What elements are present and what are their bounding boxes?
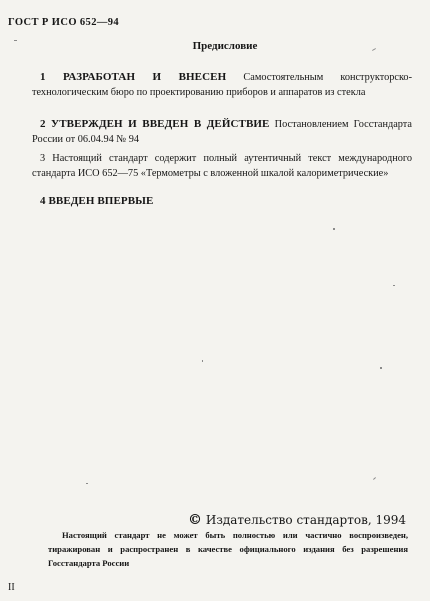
foreword-item-1-lead: 1 РАЗРАБОТАН И ВНЕСЕН	[40, 71, 227, 83]
scan-speck	[393, 285, 395, 286]
page-number: II	[8, 582, 15, 593]
foreword-item-3	[32, 151, 412, 181]
section-title	[0, 40, 430, 52]
reproduction-notice-text: Настоящий стандарт не может быть полностью или частично воспроизведен, тиражирован и распространен в качестве официального издания без разрешения Госстандарта России	[48, 530, 408, 568]
scan-speck	[380, 367, 382, 369]
foreword-item-1-text: Самостоятельным конструкторско-технологическим бюро по проектированию приборов и аппаратов из стекла	[32, 72, 412, 98]
foreword-item-2-lead: 2 УТВЕРЖДЕН И ВВЕДЕН В ДЕЙСТВИЕ	[40, 118, 270, 130]
scan-speck	[14, 40, 17, 41]
section-title-text: Предисловие	[192, 40, 258, 52]
foreword-item-2	[32, 117, 412, 147]
copyright-text: Издательство стандартов, 1994	[202, 513, 406, 527]
scan-speck	[202, 360, 203, 362]
reproduction-notice	[48, 528, 408, 570]
foreword-item-4	[32, 194, 412, 210]
foreword-item-1	[32, 70, 412, 100]
foreword-item-2-text: Постановлением Госстандарта России от 06.04.94 № 94	[32, 119, 412, 145]
scan-speck	[373, 477, 376, 480]
scan-speck	[86, 483, 88, 484]
foreword-item-3-text: 3 Настоящий стандарт содержит полный аутентичный текст международного стандарта ИСО 652—75 «Термометры с вложенной шкалой калориметрические»	[32, 153, 412, 179]
standard-code: ГОСТ Р ИСО 652—94	[8, 17, 120, 28]
copyright-icon: ©	[188, 512, 203, 528]
scan-speck	[333, 228, 335, 230]
copyright-line	[188, 512, 406, 528]
foreword-item-4-lead: 4 ВВЕДЕН ВПЕРВЫЕ	[40, 195, 154, 207]
